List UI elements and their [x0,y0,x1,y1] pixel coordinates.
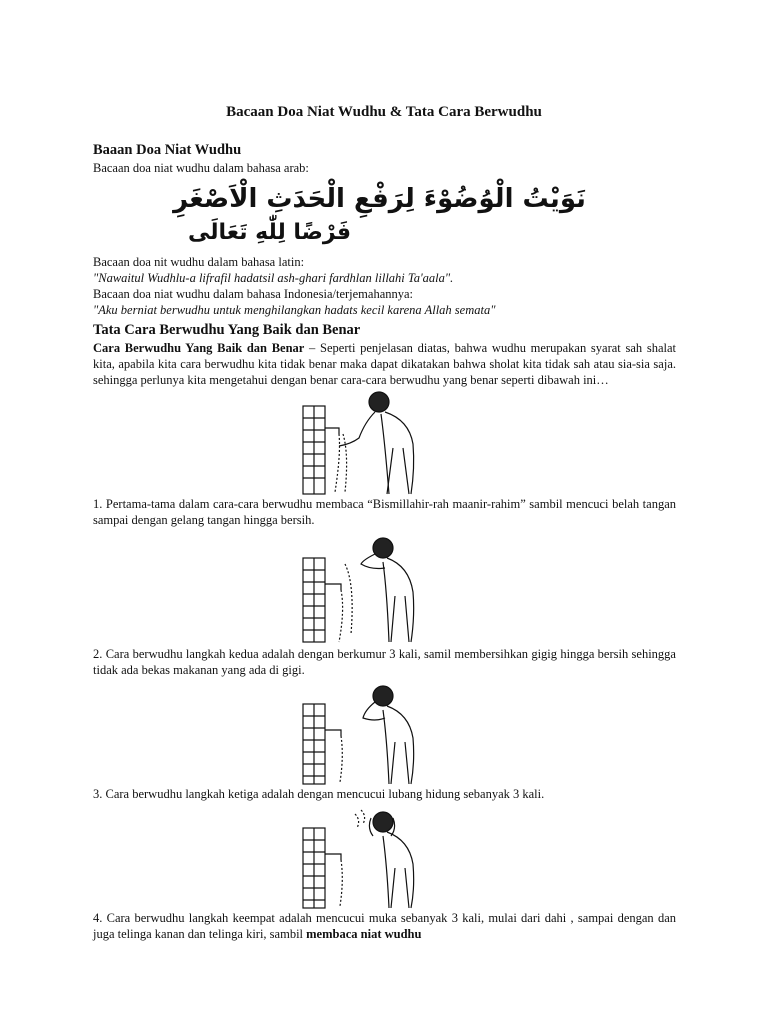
illustration-wash-hands [93,388,676,496]
step-4 [93,910,676,942]
document-body [93,140,676,942]
rinse-mouth-figure [295,534,475,644]
arabic-prayer-text [93,182,676,250]
step-2: 2. Cara berwudhu langkah kedua adalah dengan berkumur 3 kali, samil membersihkan gigig hingga bersih sehingga tidak ada bekas makanan yang ada di gigi. [93,647,676,677]
step-1: 1. Pertama-tama dalam cara-cara berwudhu membaca “Bismillahir-rah maanir-rahim” sambil mencuci belah tangan sampai dengan gelang tangan hingga bersih. [93,497,676,527]
illustration-rinse-mouth [93,534,676,646]
latin-label: Bacaan doa nit wudhu dalam bahasa latin: [93,255,305,269]
arabic-line-1: نَوَيْتُ الْوُضُوْءَ لِرَفْعِ الْحَدَثِ الْاَصْغَرِ [173,184,586,214]
illustration-wash-nose [93,682,676,786]
intro-text: – Seperti penjelasan diatas, bahwa wudhu merupakan syarat sah shalat kita, apabila kita cara berwudhu kita tidak benar maka dapat dikatakan bahwa sholat kita tidak sah atau sia-sia saja. sehingga perlunya kita mengetahui dengan benar cara-cara berwudhu yang benar seperti dibawah ini… [93,341,676,387]
document-title: Bacaan Doa Niat Wudhu & Tata Cara Berwudhu [226,104,542,120]
section-heading-tata-cara: Tata Cara Berwudhu Yang Baik dan Benar [93,322,361,338]
step-4-bold-tail: membaca niat wudhu [306,927,422,941]
section-heading-niat: Baaan Doa Niat Wudhu [93,142,242,158]
illustration-wash-face [93,806,676,910]
wash-nose-figure [295,682,475,786]
indonesian-label: Bacaan doa niat wudhu dalam bahasa Indonesia/terjemahannya: [93,287,414,301]
intro-bold: Cara Berwudhu Yang Baik dan Benar [93,341,305,355]
step-3: 3. Cara berwudhu langkah ketiga adalah dengan mencucui lubang hidung sebanyak 3 kali. [93,787,545,801]
arabic-line-2: فَرْضًا لِلّٰهِ تَعَالَى [188,220,351,245]
latin-prayer-text: "Nawaitul Wudhlu-a lifrafil hadatsil ash-ghari fardhlan lillahi Ta'aala". [93,271,454,285]
arabic-label: Bacaan doa niat wudhu dalam bahasa arab: [93,161,309,175]
wash-face-figure [295,806,475,910]
indonesian-prayer-text: "Aku berniat berwudhu untuk menghilangkan hadats kecil karena Allah semata" [93,303,496,317]
intro-paragraph [93,340,676,388]
wash-hands-figure [295,388,475,496]
step-4-text: 4. Cara berwudhu langkah keempat adalah mencucui muka sebanyak 3 kali, mulai dari dahi , sampai dengan dan juga telinga kanan dan telinga kiri, sambil [93,911,676,941]
